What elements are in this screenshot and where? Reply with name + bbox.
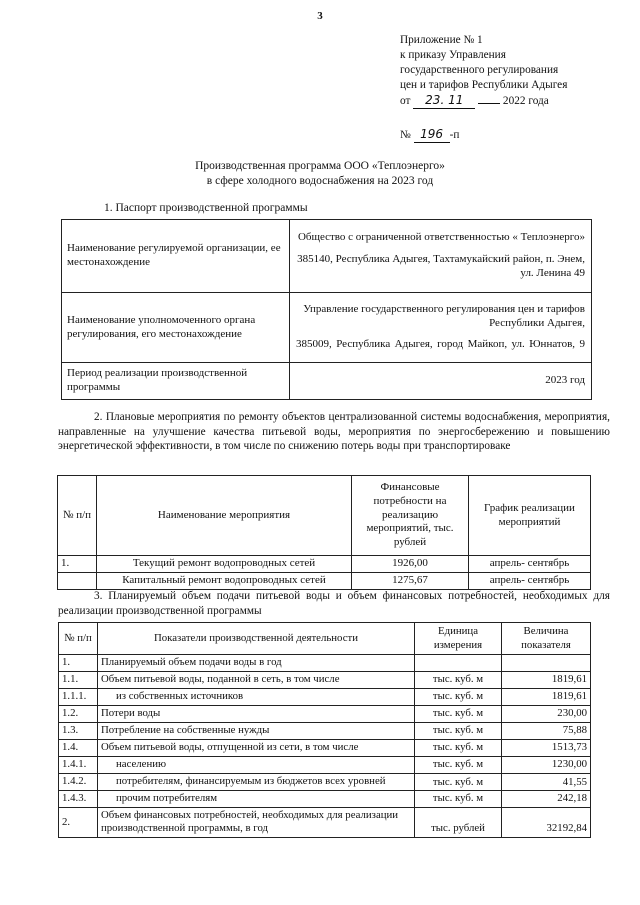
cell-finance: 1926,00 bbox=[352, 556, 469, 573]
col-header-num: № п/п bbox=[58, 476, 97, 556]
cell-value bbox=[502, 655, 591, 672]
cell-name: Объем финансовых потребностей, необходимых для реализации производственной программы, в год bbox=[98, 808, 415, 838]
date-underline bbox=[478, 103, 500, 104]
passport-label: Наименование уполномоченного органа регулирования, его местонахождение bbox=[62, 293, 290, 363]
col-header-name: Наименование мероприятия bbox=[97, 476, 352, 556]
passport-value-line: Общество с ограниченной ответственностью « Теплоэнерго» bbox=[297, 231, 585, 244]
cell-value: 242,18 bbox=[502, 791, 591, 808]
cell-num: 1.4.2. bbox=[59, 774, 98, 791]
date-prefix: от bbox=[400, 95, 411, 107]
cell-unit: тыс. куб. м bbox=[415, 706, 502, 723]
table-row bbox=[59, 689, 591, 706]
annex-date bbox=[400, 93, 630, 109]
table-row bbox=[59, 774, 591, 791]
col-header-schedule: График реализации мероприятий bbox=[469, 476, 591, 556]
page-number: 3 bbox=[317, 10, 323, 22]
cell-num: 2. bbox=[59, 808, 98, 838]
cell-unit: тыс. куб. м bbox=[415, 791, 502, 808]
cell-num: 1.2. bbox=[59, 706, 98, 723]
cell-num bbox=[58, 572, 97, 589]
annex-line-3: государственного регулирования bbox=[400, 64, 559, 76]
cell-num: 1.1.1. bbox=[59, 689, 98, 706]
passport-row bbox=[62, 220, 592, 293]
cell-name: потребителям, финансируемым из бюджетов всех уровней bbox=[98, 774, 415, 791]
title-line-1: Производственная программа ООО «Теплоэнерго» bbox=[195, 160, 445, 172]
cell-num: 1. bbox=[58, 556, 97, 573]
title-line-2: в сфере холодного водоснабжения на 2023 год bbox=[206, 175, 434, 187]
section-2-text: 2. Плановые мероприятия по ремонту объектов централизованной системы водоснабжения, мероприятия, направленные на улучшение качества питьевой воды, мероприятия по энергосбережению и повышению энергетической эффективности, в том числе по снижению потерь воды при транспортироваке bbox=[58, 411, 610, 452]
cell-schedule: апрель- сентябрь bbox=[469, 572, 591, 589]
handwritten-date: 23. 11 bbox=[413, 93, 475, 109]
section-3-text: 3. Планируемый объем подачи питьевой воды и объем финансовых потребностей, необходимых для реализации производственной программы bbox=[58, 590, 610, 617]
cell-value: 75,88 bbox=[502, 723, 591, 740]
annex-block bbox=[400, 33, 630, 109]
passport-value-line: 385140, Республика Адыгея, Тахтамукайский район, п. Энем, ул. Ленина 49 bbox=[297, 253, 585, 279]
annex-line-4: цен и тарифов Республики Адыгея bbox=[400, 79, 568, 91]
cell-finance: 1275,67 bbox=[352, 572, 469, 589]
cell-name: населению bbox=[98, 757, 415, 774]
cell-unit: тыс. куб. м bbox=[415, 723, 502, 740]
table-row bbox=[59, 808, 591, 838]
cell-name: Текущий ремонт водопроводных сетей bbox=[97, 556, 352, 573]
table-header-row bbox=[59, 623, 591, 655]
cell-value: 1819,61 bbox=[502, 689, 591, 706]
cell-unit: тыс. куб. м bbox=[415, 757, 502, 774]
cell-name: Планируемый объем подачи воды в год bbox=[98, 655, 415, 672]
order-number bbox=[400, 127, 459, 143]
col-header-value: Величина показателя bbox=[502, 623, 591, 655]
cell-name: из собственных источников bbox=[98, 689, 415, 706]
cell-num: 1.4.1. bbox=[59, 757, 98, 774]
measures-table bbox=[57, 475, 591, 590]
table-row bbox=[59, 740, 591, 757]
table-header-row bbox=[58, 476, 591, 556]
cell-value: 1230,00 bbox=[502, 757, 591, 774]
table-row bbox=[59, 655, 591, 672]
cell-num: 1.4.3. bbox=[59, 791, 98, 808]
cell-value: 1819,61 bbox=[502, 672, 591, 689]
indicators-table bbox=[58, 622, 591, 838]
passport-label: Наименование регулируемой организации, ее местонахождение bbox=[62, 220, 290, 293]
passport-label: Период реализации производственной программы bbox=[62, 363, 290, 400]
table-row bbox=[59, 757, 591, 774]
cell-unit: тыс. рублей bbox=[415, 808, 502, 838]
passport-row bbox=[62, 293, 592, 363]
passport-value bbox=[290, 293, 592, 363]
cell-unit bbox=[415, 655, 502, 672]
cell-unit: тыс. куб. м bbox=[415, 672, 502, 689]
cell-unit: тыс. куб. м bbox=[415, 740, 502, 757]
table-row bbox=[58, 556, 591, 573]
cell-value: 32192,84 bbox=[502, 808, 591, 838]
passport-value-line: 385009, Республика Адыгея, город Майкоп, ул. Юннатов, 9 bbox=[296, 338, 585, 351]
cell-name: Объем питьевой воды, поданной в сеть, в том числе bbox=[98, 672, 415, 689]
cell-name: Объем питьевой воды, отпущенной из сети, в том числе bbox=[98, 740, 415, 757]
table-row bbox=[59, 706, 591, 723]
col-header-num: № п/п bbox=[59, 623, 98, 655]
order-no-suffix: -п bbox=[449, 129, 460, 141]
passport-table bbox=[61, 219, 592, 400]
col-header-name: Показатели производственной деятельности bbox=[98, 623, 415, 655]
order-no-prefix: № bbox=[400, 129, 411, 141]
cell-schedule: апрель- сентябрь bbox=[469, 556, 591, 573]
col-header-unit: Единица измерения bbox=[415, 623, 502, 655]
table-row bbox=[59, 791, 591, 808]
cell-value: 41,55 bbox=[502, 774, 591, 791]
col-header-finance: Финансовые потребности на реализацию мероприятий, тыс. рублей bbox=[352, 476, 469, 556]
annex-line-2: к приказу Управления bbox=[400, 49, 506, 61]
table-row bbox=[59, 672, 591, 689]
passport-value: 2023 год bbox=[290, 363, 592, 400]
cell-unit: тыс. куб. м bbox=[415, 689, 502, 706]
cell-name: Потери воды bbox=[98, 706, 415, 723]
passport-value bbox=[290, 220, 592, 293]
document-title bbox=[0, 159, 640, 189]
cell-num: 1.4. bbox=[59, 740, 98, 757]
passport-row bbox=[62, 363, 592, 400]
passport-value-line: Управление государственного регулирования цен и тарифов Республики Адыгея, bbox=[303, 302, 585, 329]
cell-name: Капитальный ремонт водопроводных сетей bbox=[97, 572, 352, 589]
cell-unit: тыс. куб. м bbox=[415, 774, 502, 791]
cell-num: 1.1. bbox=[59, 672, 98, 689]
cell-value: 230,00 bbox=[502, 706, 591, 723]
date-suffix: 2022 года bbox=[502, 95, 549, 107]
cell-num: 1.3. bbox=[59, 723, 98, 740]
table-row bbox=[59, 723, 591, 740]
section-1-heading: 1. Паспорт производственной программы bbox=[104, 202, 308, 214]
annex-line-1: Приложение № 1 bbox=[400, 34, 483, 46]
table-row bbox=[58, 572, 591, 589]
cell-name: прочим потребителям bbox=[98, 791, 415, 808]
handwritten-order-number: 196 bbox=[414, 127, 450, 143]
cell-name: Потребление на собственные нужды bbox=[98, 723, 415, 740]
cell-value: 1513,73 bbox=[502, 740, 591, 757]
cell-num: 1. bbox=[59, 655, 98, 672]
